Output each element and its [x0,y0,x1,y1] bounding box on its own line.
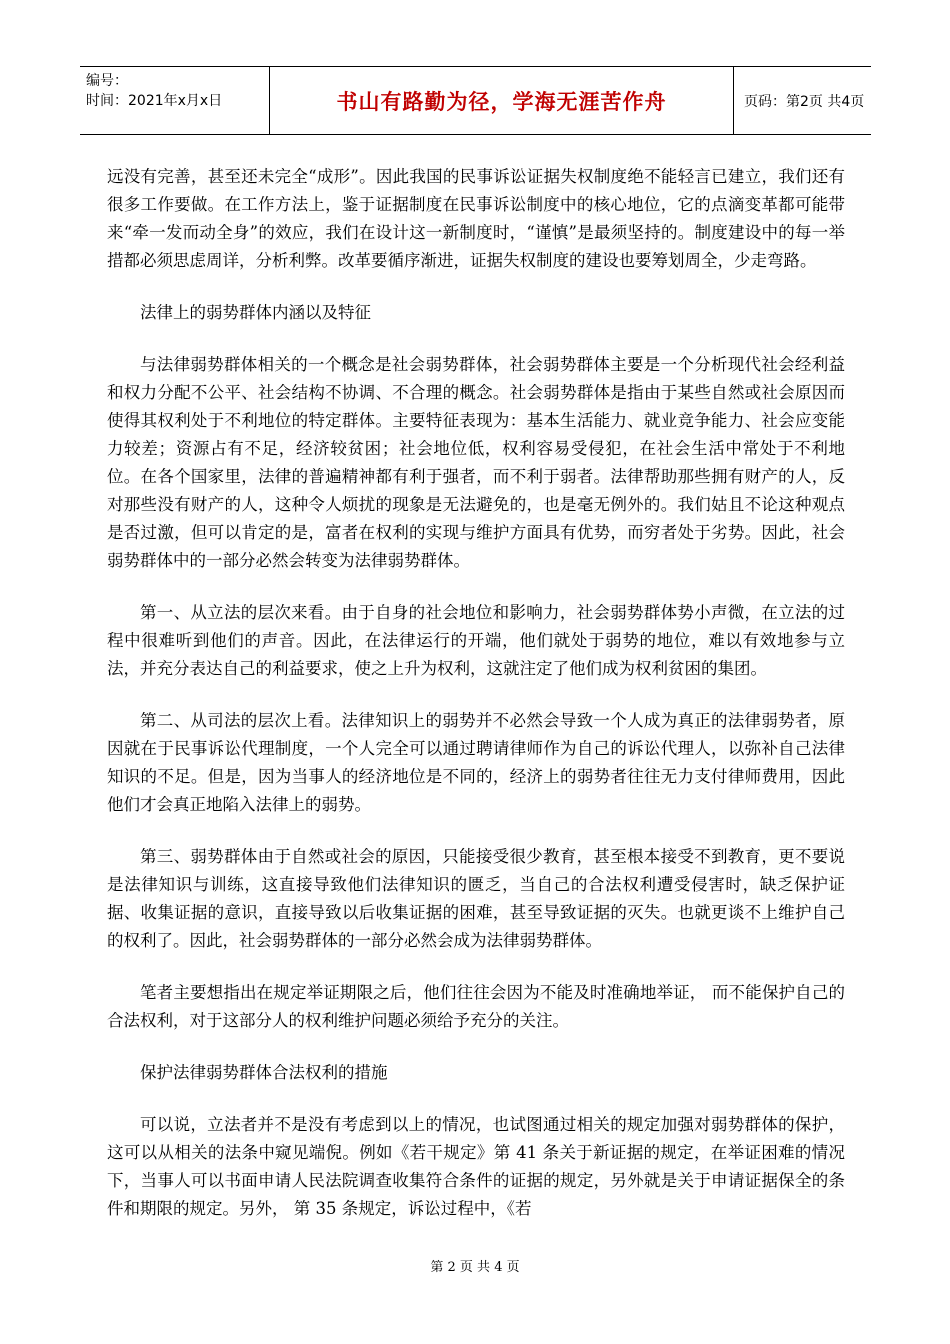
serial-number-label: 编号： [86,73,128,89]
page-header [80,66,871,135]
document-body [107,163,845,1247]
paragraph: 笔者主要想指出在规定举证期限之后，他们往往会因为不能及时准确地举证， 而不能保护自己的合法权利，对于这部分人的权利维护问题必须给予充分的关注。 [107,983,845,1030]
section-heading-protection-measures: 保护法律弱势群体合法权利的措施 [140,1063,388,1082]
section-heading-weak-groups: 法律上的弱势群体内涵以及特征 [140,303,371,322]
time-label: 时间：2021年x月x日 [86,93,223,109]
header-page-info: 页码：第2页 共4页 [744,93,865,110]
paragraph: 可以说，立法者并不是没有考虑到以上的情况，也试图通过相关的规定加强对弱势群体的保护，这可以从相关的法条中窥见端倪。例如《若干规定》第 41 条关于新证据的规定，在举证困难的情况下，当事人可以书面申请人民法院调查收集符合条件的证据的规定，另外就是关于申请证据保全的条件和期限的规定。另外， 第 35 条规定，诉讼过程中，《若 [107,1115,845,1218]
paragraph: 与法律弱势群体相关的一个概念是社会弱势群体，社会弱势群体主要是一个分析现代社会经利益和权力分配不公平、社会结构不协调、不合理的概念。社会弱势群体是指由于某些自然或社会原因而使得其权利处于不利地位的特定群体。主要特征表现为：基本生活能力、就业竞争能力、社会应变能力较差；资源占有不足，经济较贫困；社会地位低，权利容易受侵犯，在社会生活中常处于不利地位。在各个国家里，法律的普遍精神都有利于强者，而不利于弱者。法律帮助那些拥有财产的人，反对那些没有财产的人，这种令人烦扰的现象是无法避免的，也是毫无例外的。我们姑且不论这种观点是否过激，但可以肯定的是，富者在权利的实现与维护方面具有优势，而穷者处于劣势。因此，社会弱势群体中的一部分必然会转变为法律弱势群体。 [107,355,845,570]
header-meta [80,67,270,134]
paragraph: 第三、弱势群体由于自然或社会的原因，只能接受很少教育，甚至根本接受不到教育，更不要说是法律知识与训练，这直接导致他们法律知识的匮乏，当自己的合法权利遭受侵害时，缺乏保护证据、收集证据的意识，直接导致以后收集证据的困难，甚至导致证据的灭失。也就更谈不上维护自己的权利了。因此，社会弱势群体的一部分必然会成为法律弱势群体。 [107,847,845,950]
header-motto-cell [270,67,734,134]
paragraph: 第一、从立法的层次来看。由于自身的社会地位和影响力，社会弱势群体势小声微，在立法的过程中很难听到他们的声音。因此，在法律运行的开端，他们就处于弱势的地位，难以有效地参与立法，并充分表达自己的利益要求，使之上升为权利，这就注定了他们成为权利贫困的集团。 [107,603,845,678]
page-footer: 第 2 页 共 4 页 [430,1260,520,1275]
paragraph: 第二、从司法的层次上看。法律知识上的弱势并不必然会导致一个人成为真正的法律弱势者，原因就在于民事诉讼代理制度，一个人完全可以通过聘请律师作为自己的诉讼代理人，以弥补自己法律知识的不足。但是，因为当事人的经济地位是不同的，经济上的弱势者往往无力支付律师费用，因此他们才会真正地陷入法律上的弱势。 [107,711,845,814]
header-motto: 书山有路勤为径，学海无涯苦作舟 [336,89,667,114]
paragraph-continued: 远没有完善，甚至还未完全“成形”。因此我国的民事诉讼证据失权制度绝不能轻言已建立，我们还有很多工作要做。在工作方法上，鉴于证据制度在民事诉讼制度中的核心地位，它的点滴变革都可能带来“牵一发而动全身”的效应，我们在设计这一新制度时，“谨慎”是最须坚持的。制度建设中的每一举措都必须思虑周详，分析利弊。改革要循序渐进，证据失权制度的建设也要筹划周全，少走弯路。 [107,167,845,270]
header-page-info-cell [734,67,871,134]
